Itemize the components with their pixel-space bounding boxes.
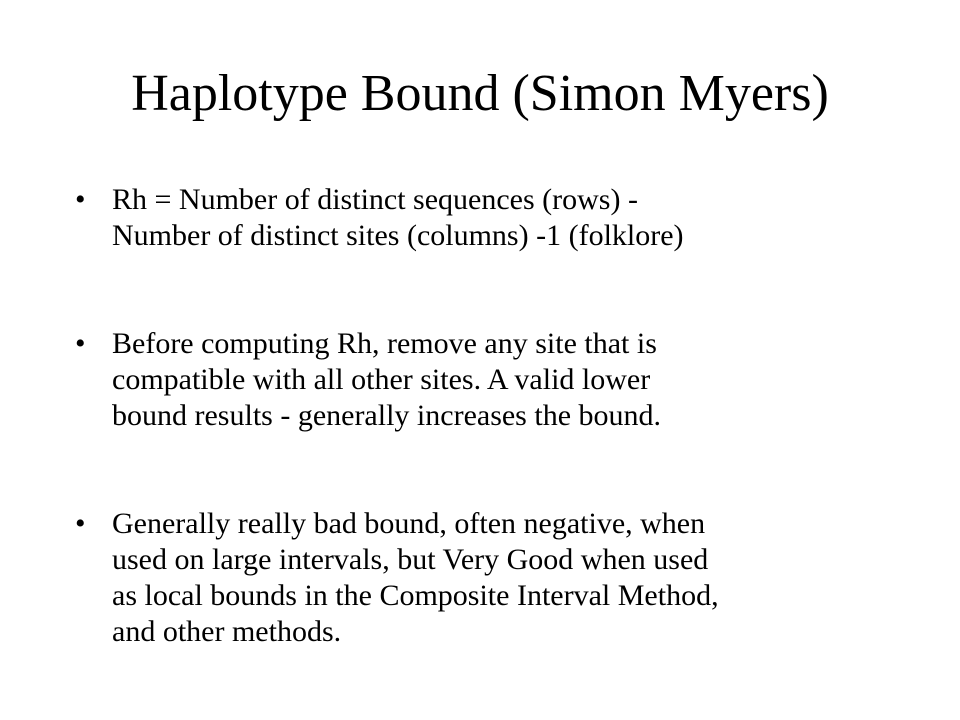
bullet-line: compatible with all other sites. A valid lower <box>112 363 651 396</box>
bullet-item <box>72 182 892 254</box>
bullet-list <box>72 182 892 650</box>
bullet-line: bound results - generally increases the bound. <box>112 399 662 432</box>
slide-title: Haplotype Bound (Simon Myers) <box>131 65 829 122</box>
bullet-item <box>72 326 892 434</box>
bullet-line: and other methods. <box>112 615 342 648</box>
bullet-line: Generally really bad bound, often negative, when <box>112 507 706 540</box>
bullet-line: Rh = Number of distinct sequences (rows) - <box>112 183 638 216</box>
bullet-line: as local bounds in the Composite Interval Method, <box>112 579 719 612</box>
bullet-item <box>72 506 892 650</box>
bullet-marker: • <box>75 507 86 540</box>
bullet-line: used on large intervals, but Very Good when used <box>112 543 709 576</box>
bullet-line: Number of distinct sites (columns) -1 (folklore) <box>112 219 684 252</box>
bullet-marker: • <box>75 327 86 360</box>
bullet-line: Before computing Rh, remove any site that is <box>112 327 657 360</box>
bullet-marker: • <box>75 183 86 216</box>
